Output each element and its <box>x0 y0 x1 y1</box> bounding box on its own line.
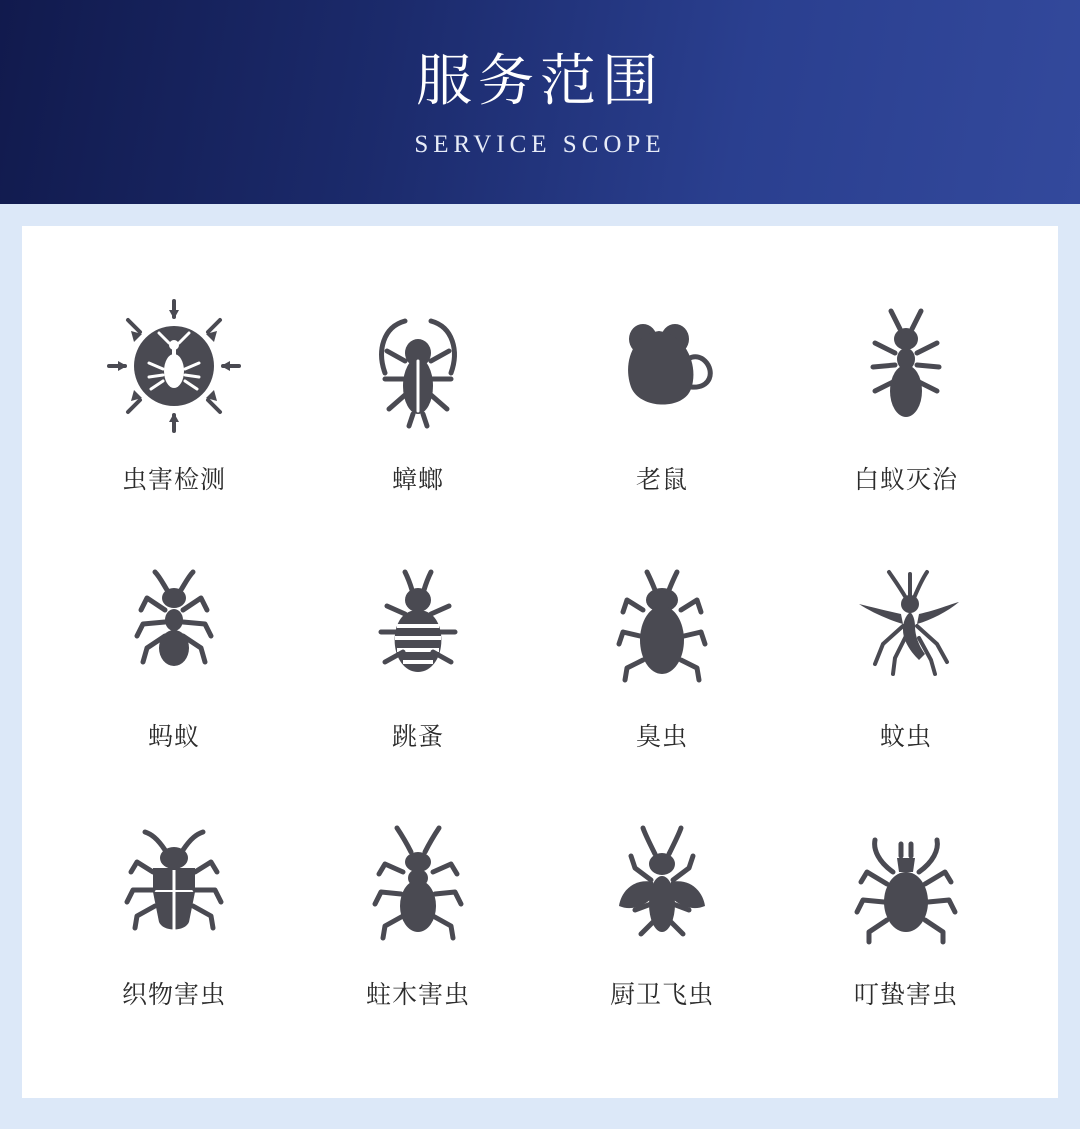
page-header-banner <box>0 0 1080 204</box>
service-item-wood-borer[interactable] <box>296 801 540 1058</box>
service-item-label: 蟑螂 <box>391 465 444 494</box>
service-item-cockroach[interactable] <box>296 286 540 543</box>
mosquito-icon <box>826 543 986 703</box>
page-subtitle: SERVICE SCOPE <box>414 130 666 158</box>
service-item-flea[interactable] <box>296 543 540 800</box>
fabric-pest-icon <box>94 801 254 961</box>
rat-icon <box>582 286 742 446</box>
card-container <box>0 204 1080 1098</box>
kitchen-fly-icon <box>582 801 742 961</box>
cockroach-icon <box>338 286 498 446</box>
bedbug-icon <box>582 543 742 703</box>
wood-borer-icon <box>338 801 498 961</box>
service-item-kitchen-fly[interactable] <box>540 801 784 1058</box>
service-item-termite[interactable] <box>784 286 1028 543</box>
biting-pest-icon <box>826 801 986 961</box>
service-item-label: 跳蚤 <box>391 722 444 752</box>
service-item-fabric-pest[interactable] <box>52 801 296 1058</box>
service-item-pest-detection[interactable] <box>52 286 296 543</box>
service-item-label: 织物害虫 <box>121 979 226 1009</box>
pest-detection-icon <box>94 286 254 446</box>
service-item-ant[interactable] <box>52 543 296 800</box>
service-item-label: 蛀木害虫 <box>365 979 470 1009</box>
ant-icon <box>94 543 254 703</box>
service-item-rat[interactable] <box>540 286 784 543</box>
service-item-label: 老鼠 <box>635 465 688 494</box>
termite-icon <box>826 286 986 446</box>
service-item-biting-pest[interactable] <box>784 801 1028 1058</box>
service-item-label: 叮蛰害虫 <box>853 979 958 1009</box>
service-item-label: 虫害检测 <box>121 465 226 494</box>
service-item-bedbug[interactable] <box>540 543 784 800</box>
service-item-label: 蚂蚁 <box>147 722 200 752</box>
service-grid <box>22 226 1058 1098</box>
service-item-label: 蚊虫 <box>879 722 932 752</box>
page-title: 服务范围 <box>416 49 664 115</box>
service-item-label: 白蚁灭治 <box>853 465 958 494</box>
service-item-label: 厨卫飞虫 <box>609 979 714 1009</box>
service-item-label: 臭虫 <box>635 722 688 752</box>
bottom-strip <box>0 1098 1080 1129</box>
flea-icon <box>338 543 498 703</box>
service-item-mosquito[interactable] <box>784 543 1028 800</box>
